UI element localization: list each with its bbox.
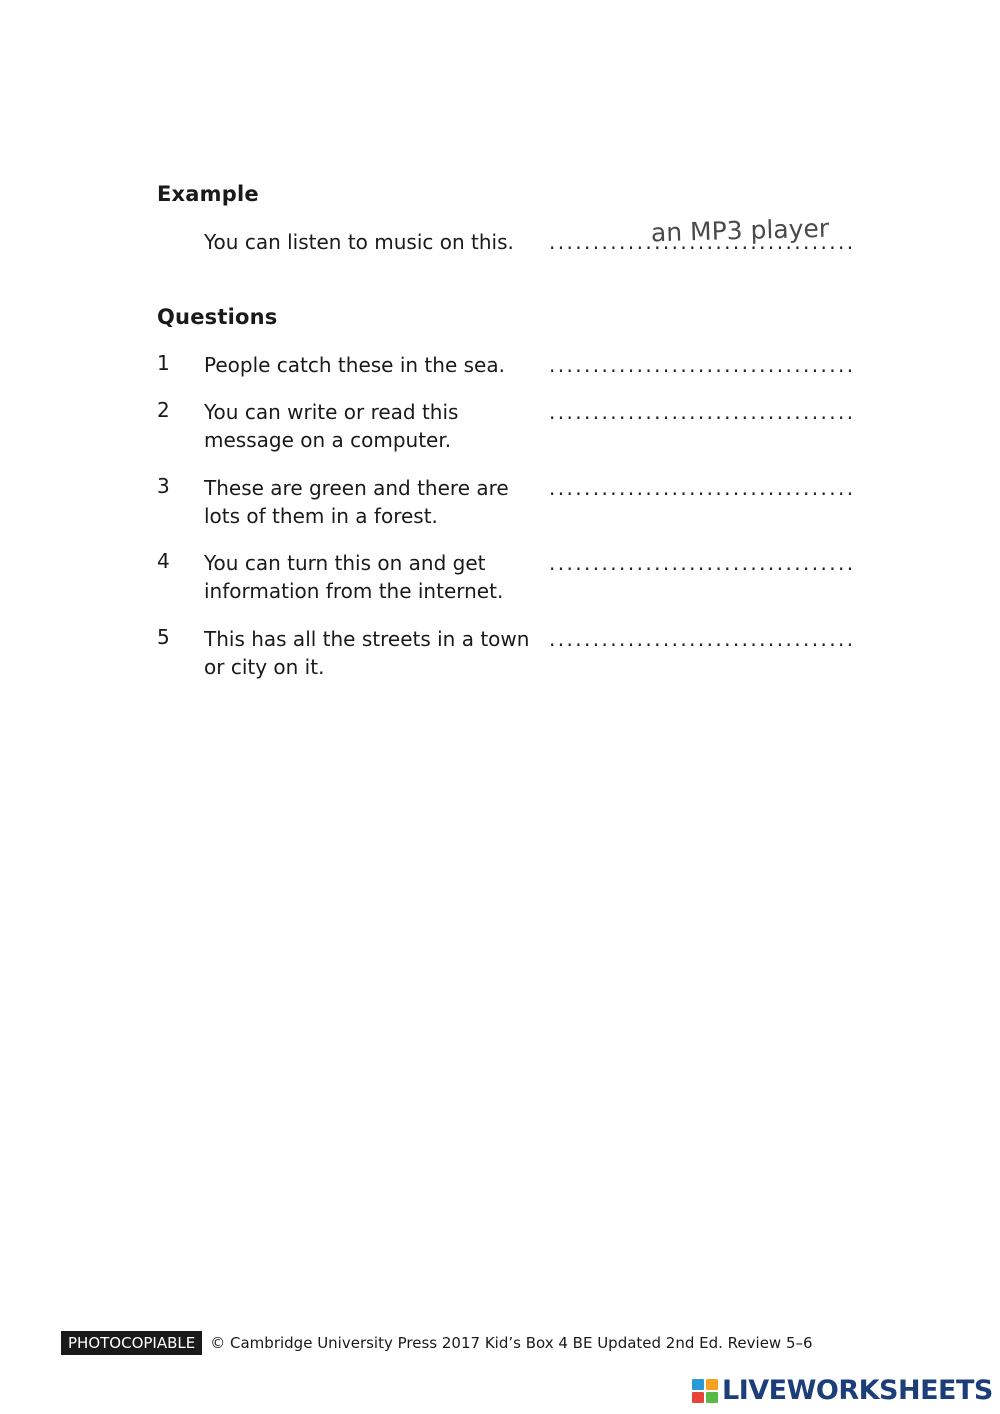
photocopiable-badge: PHOTOCOPIABLE <box>61 1331 202 1355</box>
question-number: 4 <box>157 549 170 573</box>
answer-dotted-line: ................................... <box>549 476 856 500</box>
answer-field-5[interactable] <box>549 615 931 647</box>
answer-field-3[interactable] <box>549 464 931 496</box>
answer-field-1[interactable] <box>549 341 931 373</box>
question-number: 5 <box>157 625 170 649</box>
example-heading: Example <box>157 182 259 206</box>
question-number: 1 <box>157 351 170 375</box>
answer-dotted-line: ................................... <box>549 551 856 575</box>
question-text: These are green and there are lots of them in a forest. <box>204 476 509 528</box>
question-text: You can turn this on and get information from the internet. <box>204 551 504 603</box>
answer-dotted-line: ................................... <box>549 400 856 424</box>
brand-name: LIVEWORKSHEETS <box>722 1375 993 1406</box>
questions-heading: Questions <box>157 305 278 329</box>
copyright-credit: © Cambridge University Press 2017 Kid’s Box 4 BE Updated 2nd Ed. Review 5–6 <box>210 1334 813 1352</box>
answer-field-2[interactable] <box>549 388 931 420</box>
answer-dotted-line: ................................... <box>549 627 856 651</box>
question-text: People catch these in the sea. <box>204 353 505 377</box>
question-text: This has all the streets in a town or city on it. <box>204 627 530 679</box>
footer <box>61 1331 813 1355</box>
liveworksheets-brand <box>692 1375 993 1406</box>
answer-dotted-line: ................................... <box>549 353 856 377</box>
question-text: You can write or read this message on a computer. <box>204 400 459 452</box>
answer-dotted-line: ................................... <box>549 230 856 254</box>
liveworksheets-logo-icon <box>692 1379 718 1403</box>
example-text: You can listen to music on this. <box>204 230 514 254</box>
answer-field-4[interactable] <box>549 539 931 571</box>
question-number: 3 <box>157 474 170 498</box>
question-number: 2 <box>157 398 170 422</box>
